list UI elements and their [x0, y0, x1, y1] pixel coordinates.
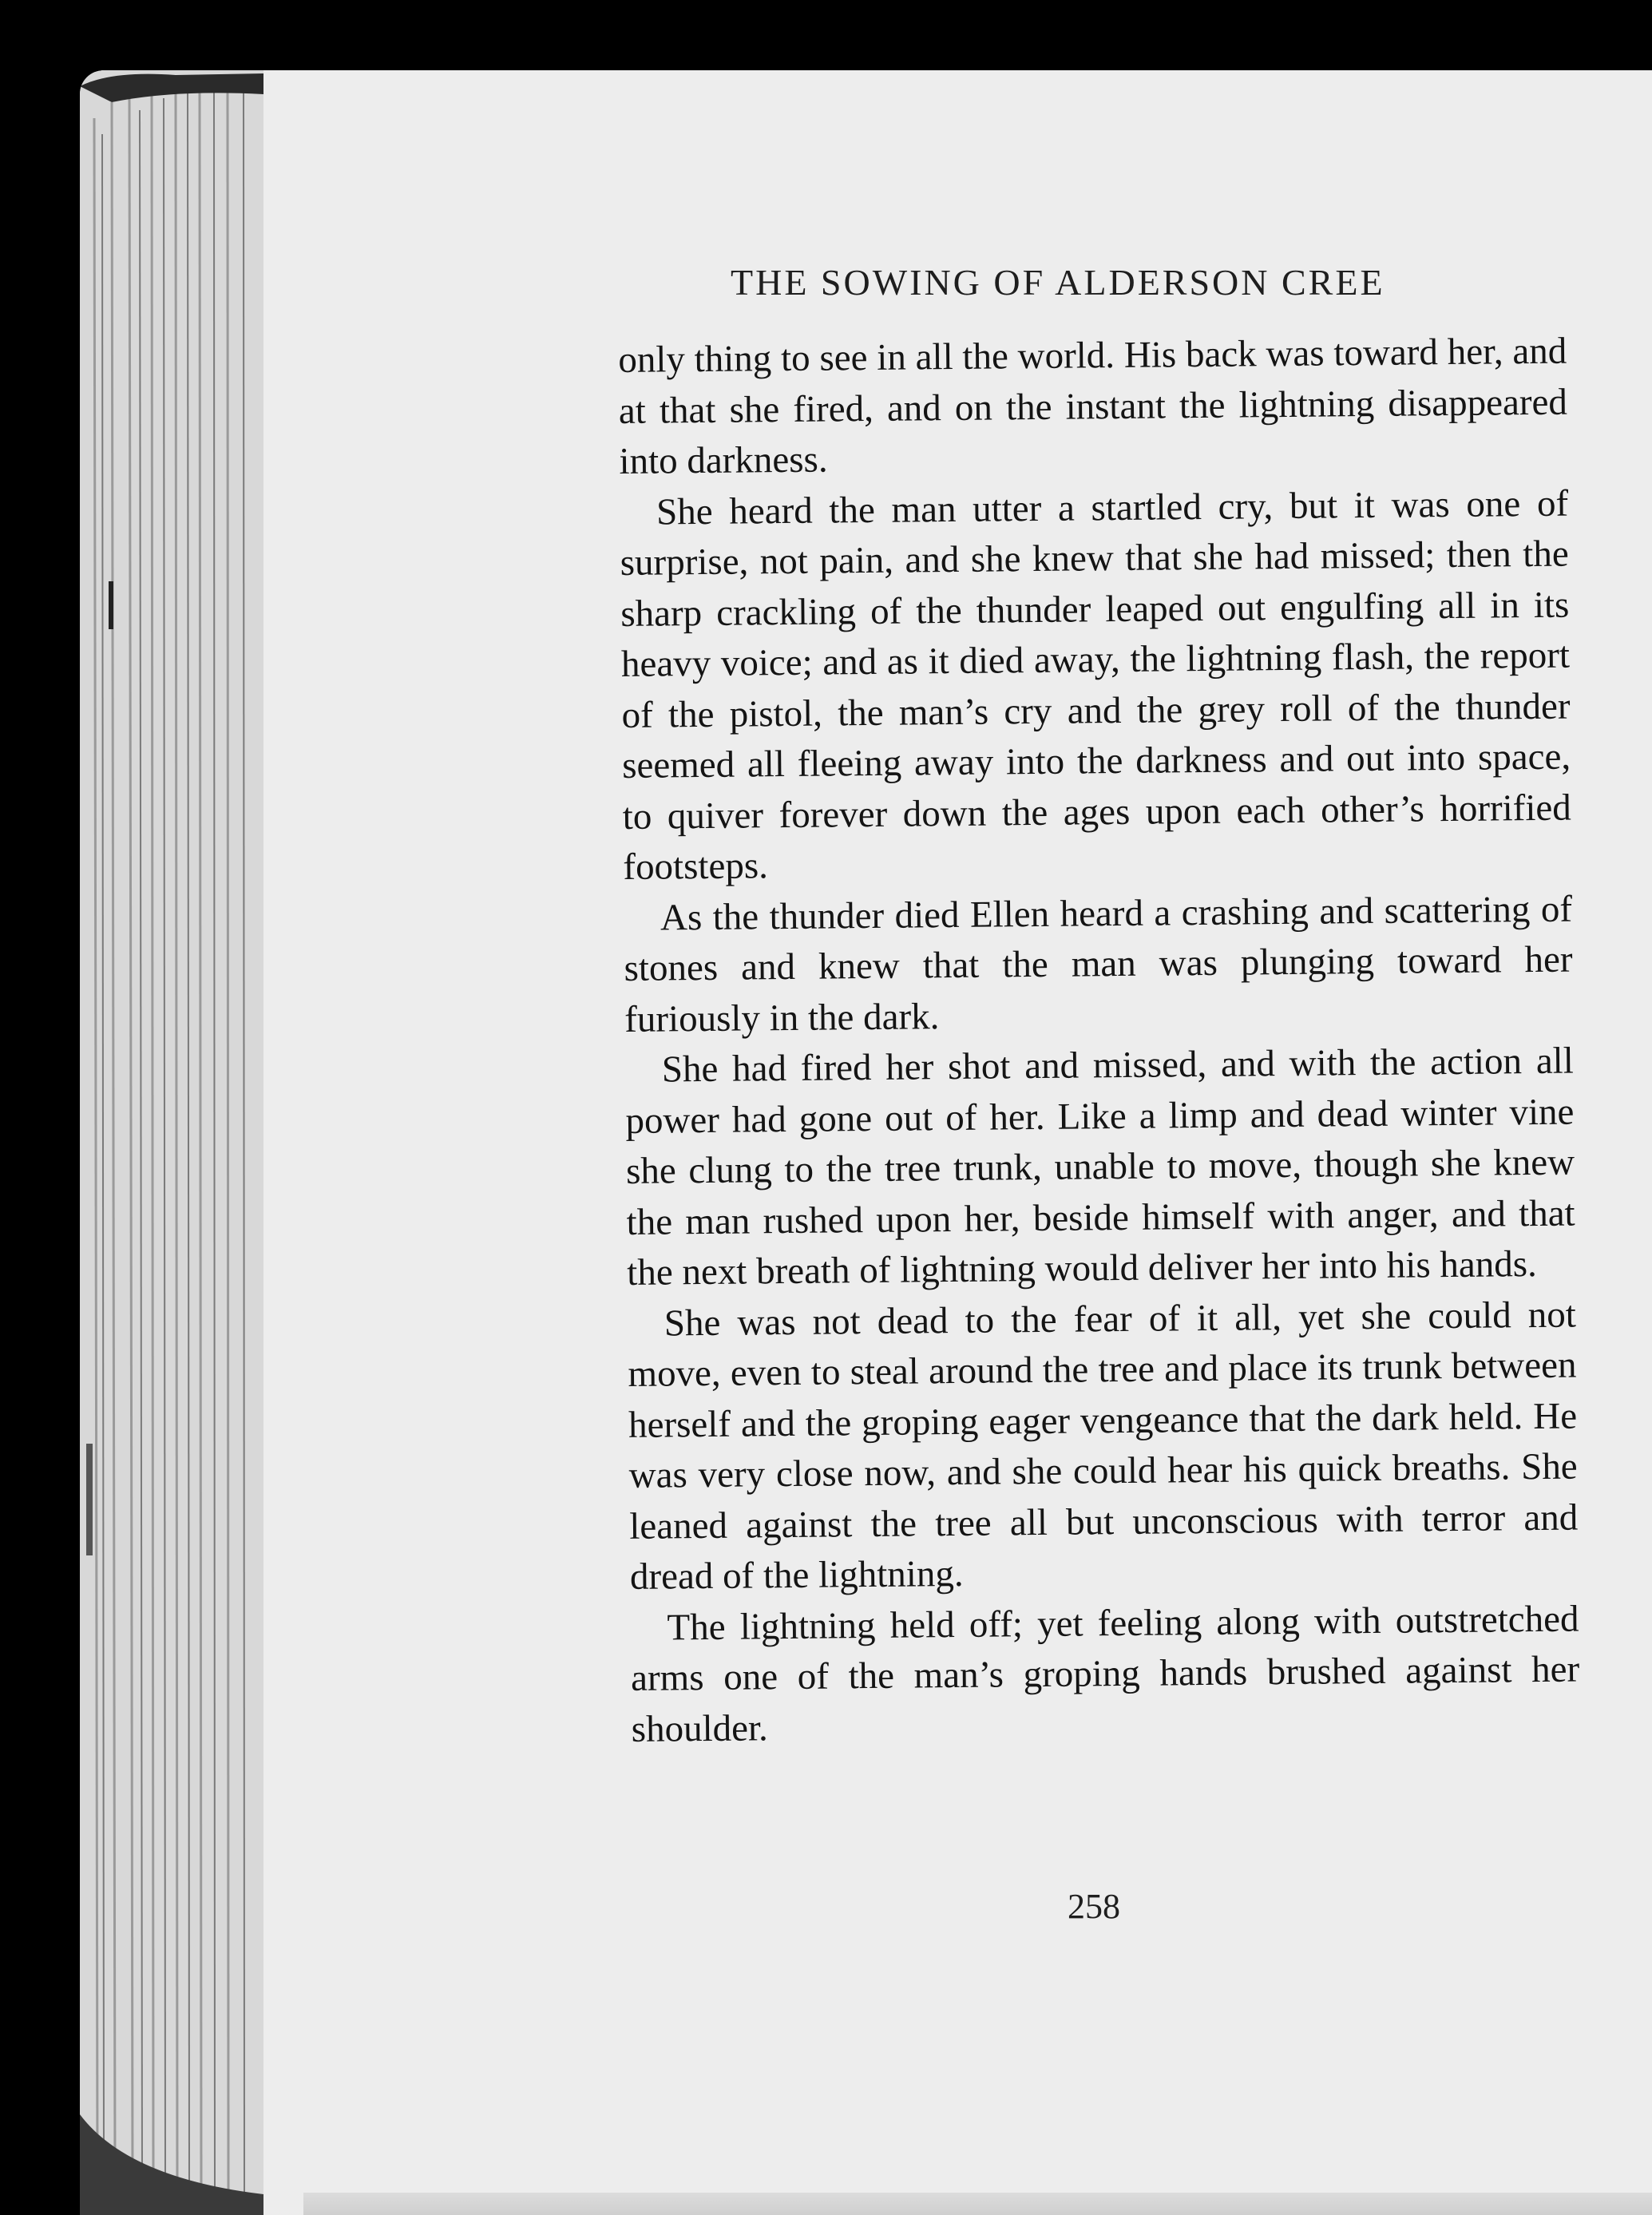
paragraph-2: She heard the man utter a startled cry, but it was one of surprise, not pain, and she knew that she had missed; then the sharp crackling of the thunder leaped out engulfing all in its heavy voice; and as it died away, the lightning flash, the report of the pistol, the man’s cry and the grey roll of the thunder seemed all fleeing away into the darkness and out into space, to quiver forever down the ages upon each other’s horrified footsteps. [620, 482, 1571, 888]
paragraph-4: She had fired her shot and missed, and with the action all power had gone out of her. Like a limp and dead winter vine she clung to the tree trunk, unable to move, though she knew the man rushed upon her, beside himself with anger, and that the next breath of lightning would deliver her into his hands. [625, 1040, 1575, 1294]
page-number: 258 [1068, 1887, 1120, 1926]
paragraph-1: only thing to see in all the world. His back was toward her, and at that she fired, and on the instant the lightning disappeared into darkness. [618, 330, 1568, 482]
page-bottom-edge [303, 2193, 1652, 2215]
page-edges [80, 70, 263, 2215]
body-text [618, 327, 1580, 1755]
running-head: THE SOWING OF ALDERSON CREE [731, 262, 1385, 303]
paragraph-6: The lightning held off; yet feeling along with outstretched arms one of the man’s groping hands brushed against her shoulder. [630, 1598, 1580, 1750]
paragraph-5: She was not dead to the fear of it all, yet she could not move, even to steal around the tree and place its trunk between herself and the groping eager vengeance that the dark held. He was very close now, and she could hear his quick breaths. She leaned against the tree all but unconscious with terror and dread of the lightning. [628, 1294, 1579, 1598]
paragraph-3: As the thunder died Ellen heard a crashing and scattering of stones and knew that the man was plunging toward her furiously in the dark. [624, 888, 1573, 1040]
